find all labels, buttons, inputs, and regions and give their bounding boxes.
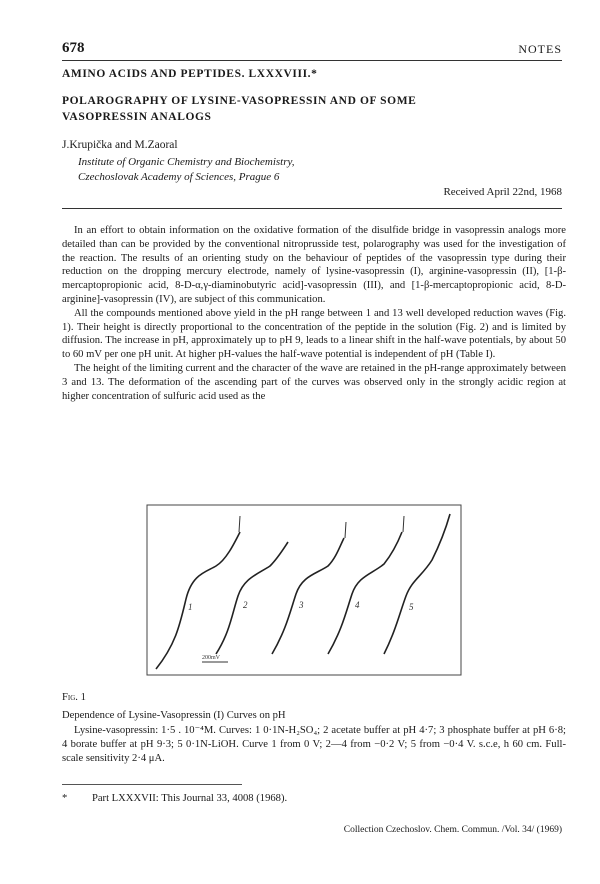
section-name: NOTES <box>518 42 562 56</box>
affiliation <box>78 155 438 185</box>
curve-label-2: 2 <box>243 600 248 610</box>
footnote-marker: * <box>62 793 68 804</box>
series-title: AMINO ACIDS AND PEPTIDES. LXXXVIII.* <box>62 68 318 80</box>
affiliation-line-1: Institute of Organic Chemistry and Biochemistry, <box>78 156 295 168</box>
polarogram-figure <box>146 504 462 676</box>
footnote-divider <box>62 784 242 785</box>
curve-label-5: 5 <box>409 602 414 612</box>
page-header <box>62 40 562 61</box>
figure-description: Lysine-vasopressin: 1·5 . 10⁻⁴M. Curves: 1 0·1N-H₂SO₄; 2 acetate buffer at pH 4·7; 3 phosphate buffer at pH 6·8; 4 borate buffer at pH 9·3; 5 0·1N-LiOH. Curve 1 from 0 V; 2—4 from −0·2 V; 5 from −0·4 V. s.c.e, h 60 cm. Full-scale sensitivity 2·4 μA. <box>62 725 566 764</box>
figure-frame <box>147 505 461 675</box>
paragraph: All the compounds mentioned above yield in the pH range between 1 and 13 well developed reduction waves (Fig. 1). Their height is directly proportional to the concentration of the peptide in the solution (Fig. 2) and is limited by diffusion. The increase in pH, approximately up to pH 9, leads to a linear shift in the half-wave potentials, by about 50 to 60 mV per one pH unit. At higher pH-values the half-wave potential is independent of pH (Table I). <box>62 307 566 361</box>
paragraph: In an effort to obtain information on the oxidative formation of the disulfide bridge in vasopressin analogs more detailed than can be provided by the conventional nitroprusside test, polarography was used for the investigation of the reaction. The results of an orienting study on the behaviour of peptides of the vasopressin type during their reduction on the dropping mercury electrode, namely of lysine-vasopressin (I), arginine-vasopressin (II), [1-β-mercaptopropionic acid, 8-D-α,γ-diaminobutyric acid]-vasopressin (III), and [1-β-mercaptopropionic acid, 8-D-arginine]-vasopressin (IV), are subject of this communication. <box>62 225 566 305</box>
footnote <box>62 793 287 804</box>
page-number: 678 <box>62 40 85 56</box>
divider <box>62 208 562 209</box>
journal-footer: Collection Czechoslov. Chem. Commun. /Vol. 34/ (1969) <box>343 825 562 835</box>
curve-label-4: 4 <box>355 600 360 610</box>
received-date: Received April 22nd, 1968 <box>443 186 562 198</box>
footnote-text: Part LXXXVII: This Journal 33, 4008 (1968). <box>91 793 288 804</box>
curve-label-1: 1 <box>188 602 193 612</box>
scale-label: 200mV <box>202 655 220 661</box>
figure-caption-label: Fig. 1 <box>62 692 86 703</box>
figure-title: Dependence of Lysine-Vasopressin (I) Curves on pH <box>62 710 286 721</box>
article-body <box>62 224 566 403</box>
authors: J.Krupička and M.Zaoral <box>62 139 178 151</box>
curve-label-3: 3 <box>299 600 304 610</box>
affiliation-line-2: Czechoslovak Academy of Sciences, Prague 6 <box>78 171 280 183</box>
article-title: POLAROGRAPHY OF LYSINE-VASOPRESSIN AND OF SOME VASOPRESSIN ANALOGS <box>62 95 417 123</box>
paragraph: The height of the limiting current and the character of the wave are retained in the pH-range approximately between 3 and 13. The deformation of the ascending part of the curves was observed only in the strongly acidic region at higher concentration of sulfuric acid used as the <box>62 362 566 402</box>
